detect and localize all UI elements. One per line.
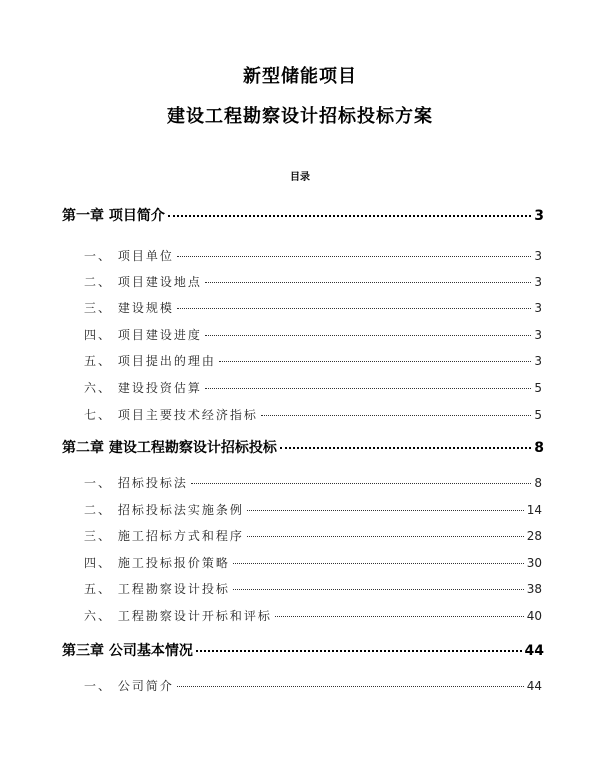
toc-dot-leader [168, 215, 531, 217]
toc-entry-label: 一、 项目单位 [84, 249, 174, 263]
toc-page-number: 14 [526, 503, 542, 517]
toc-dot-leader [247, 510, 524, 511]
toc-entry-label: 第二章 建设工程勘察设计招标投标 [62, 440, 277, 456]
toc-entry-label: 二、 招标投标法实施条例 [84, 503, 244, 517]
toc-entry-label: 一、 公司简介 [84, 679, 174, 693]
toc-section-1-3[interactable] [84, 299, 542, 316]
toc-chapter-2[interactable] [62, 437, 544, 457]
toc-page-number: 44 [524, 643, 544, 659]
toc-entry-label: 一、 招标投标法 [84, 476, 188, 490]
toc-section-1-5[interactable] [84, 352, 542, 369]
toc-entry-label: 第一章 项目简介 [62, 208, 165, 224]
toc-section-2-1[interactable] [84, 474, 542, 491]
toc-page-number: 5 [534, 408, 542, 422]
toc-entry-label: 三、 施工招标方式和程序 [84, 529, 244, 543]
toc-section-2-3[interactable] [84, 527, 542, 544]
toc-page-number: 30 [526, 556, 542, 570]
toc-page-number: 8 [534, 440, 544, 456]
toc-entry-label: 二、 项目建设地点 [84, 275, 202, 289]
toc-heading: 目录 [290, 172, 310, 183]
toc-page-number: 28 [526, 529, 542, 543]
toc-dot-leader [275, 616, 524, 617]
toc-dot-leader [205, 388, 532, 389]
toc-dot-leader [191, 483, 532, 484]
toc-chapter-1[interactable] [62, 205, 544, 225]
toc-entry-label: 七、 项目主要技术经济指标 [84, 408, 258, 422]
toc-section-1-6[interactable] [84, 379, 542, 396]
toc-dot-leader [205, 335, 532, 336]
toc-section-1-2[interactable] [84, 273, 542, 290]
toc-page-number: 5 [534, 381, 542, 395]
toc-section-2-5[interactable] [84, 580, 542, 597]
toc-page-number: 3 [534, 249, 542, 263]
toc-page-number: 8 [534, 476, 542, 490]
toc-page-number: 38 [526, 582, 542, 596]
toc-page-number: 3 [534, 208, 544, 224]
toc-section-2-6[interactable] [84, 607, 542, 624]
toc-dot-leader [233, 589, 524, 590]
toc-dot-leader [205, 282, 532, 283]
toc-dot-leader [196, 650, 522, 652]
document-title-line1: 新型储能项目 [243, 66, 357, 87]
toc-entry-label: 六、 工程勘察设计开标和评标 [84, 609, 272, 623]
toc-dot-leader [280, 447, 531, 449]
toc-dot-leader [177, 686, 524, 687]
toc-page-number: 3 [534, 354, 542, 368]
toc-section-1-4[interactable] [84, 326, 542, 343]
toc-dot-leader [247, 536, 524, 537]
toc-section-3-1[interactable] [84, 677, 542, 694]
toc-dot-leader [177, 256, 532, 257]
toc-page-number: 3 [534, 301, 542, 315]
toc-dot-leader [177, 308, 532, 309]
toc-page-number: 3 [534, 328, 542, 342]
toc-entry-label: 六、 建设投资估算 [84, 381, 202, 395]
toc-section-2-2[interactable] [84, 501, 542, 518]
toc-section-1-1[interactable] [84, 247, 542, 264]
toc-entry-label: 第三章 公司基本情况 [62, 643, 193, 659]
toc-entry-label: 五、 项目提出的理由 [84, 354, 216, 368]
document-title-line2: 建设工程勘察设计招标投标方案 [167, 106, 433, 127]
toc-section-1-7[interactable] [84, 406, 542, 423]
toc-entry-label: 四、 项目建设进度 [84, 328, 202, 342]
toc-entry-label: 三、 建设规模 [84, 301, 174, 315]
toc-page-number: 3 [534, 275, 542, 289]
toc-page-number: 44 [526, 679, 542, 693]
toc-entry-label: 四、 施工投标报价策略 [84, 556, 230, 570]
toc-dot-leader [261, 415, 532, 416]
toc-dot-leader [233, 563, 524, 564]
toc-section-2-4[interactable] [84, 554, 542, 571]
toc-chapter-3[interactable] [62, 640, 544, 660]
toc-page-number: 40 [526, 609, 542, 623]
toc-entry-label: 五、 工程勘察设计投标 [84, 582, 230, 596]
toc-dot-leader [219, 361, 532, 362]
